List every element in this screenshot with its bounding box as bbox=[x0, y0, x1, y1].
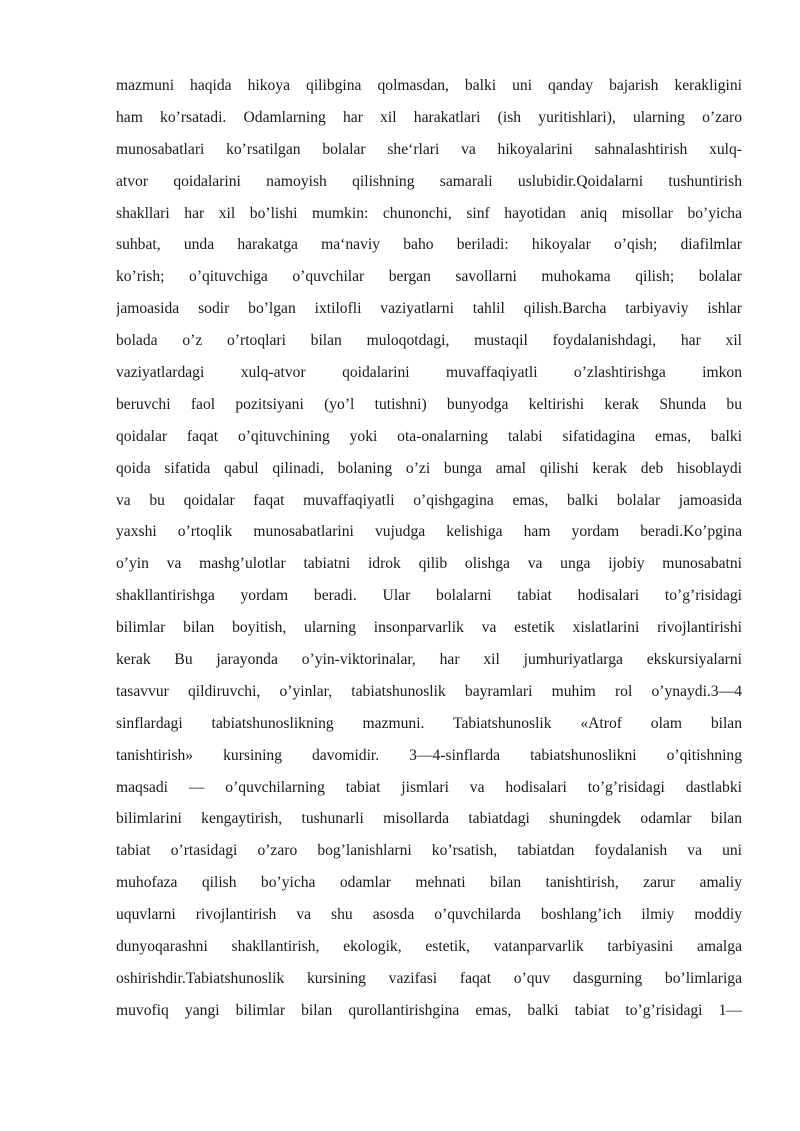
text-line: jamoasida sodir bo’lgan ixtilofli vaziyatlarni tahlil qilish.Barcha tarbiyaviy ishlar bbox=[116, 300, 742, 318]
text-line: qoida sifatida qabul qilinadi, bolaning o’zi bunga amal qilishi kerak deb hisoblaydi bbox=[116, 459, 742, 477]
text-line: vaziyatlardagi xulq-atvor qoidalarini muvaffaqiyatli o’zlashtirishga imkon bbox=[116, 364, 742, 382]
text-line: kerak Bu jarayonda o’yin-viktorinalar, har xil jumhuriyatlarga ekskursiyalarni bbox=[116, 651, 742, 669]
text-line: muvofiq yangi bilimlar bilan qurollantirishgina emas, balki tabiat to’g’risidagi 1— bbox=[116, 1001, 742, 1019]
text-line: va bu qoidalar faqat muvaffaqiyatli o’qishgagina emas, balki bolalar jamoasida bbox=[116, 491, 742, 509]
text-line: o’yin va mashg’ulotlar tabiatni idrok qilib olishga va unga ijobiy munosabatni bbox=[116, 555, 742, 573]
text-line: oshirishdir.Tabiatshunoslik kursining vazifasi faqat o’quv dasgurning bo’limlariga bbox=[116, 969, 742, 987]
text-line: tanishtirish» kursining davomidir. 3—4-sinflarda tabiatshunoslikni o’qitishning bbox=[116, 746, 742, 764]
text-line: tasavvur qildiruvchi, o’yinlar, tabiatshunoslik bayramlari muhim rol o’ynaydi.3—4 bbox=[116, 682, 742, 700]
text-line: shakllantirishga yordam beradi. Ular bolalarni tabiat hodisalari to’g’risidagi bbox=[116, 587, 742, 605]
text-line: tabiat o’rtasidagi o’zaro bog’lanishlarni ko’rsatish, tabiatdan foydalanish va uni bbox=[116, 842, 742, 860]
text-line: shakllari har xil bo’lishi mumkin: chunonchi, sinf hayotidan aniq misollar bo’yicha bbox=[116, 204, 742, 222]
text-line: maqsadi — o’quvchilarning tabiat jismlari va hodisalari to’g’risidagi dastlabki bbox=[116, 778, 742, 796]
text-line: ko’rish; o’qituvchiga o’quvchilar bergan savollarni muhokama qilish; bolalar bbox=[116, 268, 742, 286]
body-text bbox=[116, 70, 742, 1027]
text-line: muhofaza qilish bo’yicha odamlar mehnati bilan tanishtirish, zarur amaliy bbox=[116, 874, 742, 892]
text-line: atvor qoidalarini namoyish qilishning samarali uslubidir.Qoidalarni tushuntirish bbox=[116, 172, 742, 190]
text-line: munosabatlari ko’rsatilgan bolalar she‘rlari va hikoyalarini sahnalashtirish xulq- bbox=[116, 140, 742, 158]
text-line: mazmuni haqida hikoya qilibgina qolmasdan, balki uni qanday bajarish kerakligini bbox=[116, 77, 742, 94]
text-line: bilimlarini kengaytirish, tushunarli misollarda tabiatdagi shuningdek odamlar bilan bbox=[116, 810, 742, 828]
text-line: ham ko’rsatadi. Odamlarning har xil harakatlari (ish yuritishlari), ularning o’zaro bbox=[116, 108, 742, 126]
text-line: beruvchi faol pozitsiyani (yo’l tutishni) bunyodga keltirishi kerak Shunda bu bbox=[116, 395, 742, 413]
text-line: bilimlar bilan boyitish, ularning insonparvarlik va estetik xislatlarini rivojlantirishi bbox=[116, 619, 742, 637]
text-line: qoidalar faqat o’qituvchining yoki ota-onalarning talabi sifatidagina emas, balki bbox=[116, 427, 742, 445]
text-line: yaxshi o’rtoqlik munosabatlarini vujudga kelishiga ham yordam beradi.Ko’pgina bbox=[116, 523, 742, 541]
text-line: suhbat, unda harakatga ma‘naviy baho beriladi: hikoyalar o’qish; diafilmlar bbox=[116, 236, 742, 254]
text-line: sinflardagi tabiatshunoslikning mazmuni. Tabiatshunoslik «Atrof olam bilan bbox=[116, 714, 742, 732]
text-line: dunyoqarashni shakllantirish, ekologik, estetik, vatanparvarlik tarbiyasini amalga bbox=[116, 938, 742, 956]
text-line: bolada o’z o’rtoqlari bilan muloqotdagi, mustaqil foydalanishdagi, har xil bbox=[116, 332, 742, 350]
text-line: uquvlarni rivojlantirish va shu asosda o’quvchilarda boshlang’ich ilmiy moddiy bbox=[116, 906, 742, 924]
